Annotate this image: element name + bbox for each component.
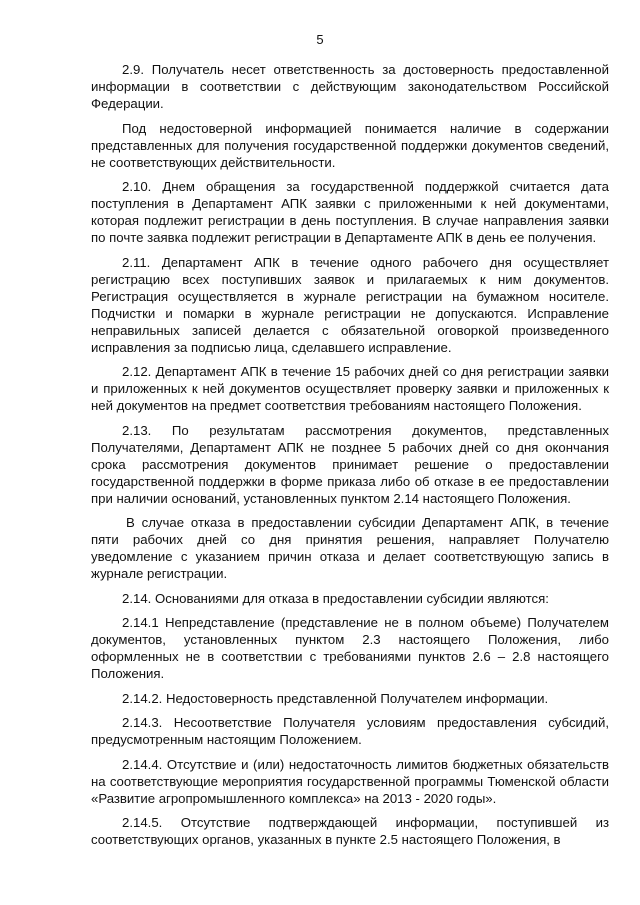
- paragraph-2-14-2: 2.14.2. Недостоверность представленной Получателем информации.: [122, 690, 549, 706]
- paragraph-refusal-notice: В случае отказа в предоставлении субсидии Департамент АПК, в течение пяти рабочих дней со дня принятия решения, направляет Получателю уведомление с указанием причин отказа и делает соответствующую запись в журнале регистрации.: [91, 515, 609, 581]
- paragraph-2-10: 2.10. Днем обращения за государственной поддержкой считается дата поступления в Департамент АПК заявки с приложенными к ней документами, которая подлежит регистрации в день поступления. В случае направления заявки по почте заявка подлежит регистрации в Департаменте АПК в день ее получения.: [91, 179, 609, 245]
- paragraph-definition: Под недостоверной информацией понимается наличие в содержании представленных для получения государственной поддержки документов сведений, не соответствующих действительности.: [91, 120, 609, 170]
- paragraph-2-9: 2.9. Получатель несет ответственность за достоверность предоставленной информации в соответствии с действующим законодательством Российской Федерации.: [91, 62, 609, 111]
- document-body: [91, 61, 609, 856]
- paragraph-2-14-4: 2.14.4. Отсутствие и (или) недостаточность лимитов бюджетных обязательств на соответствующие мероприятия государственной программы Тюменской области «Развитие агропромышленного комплекса» на 2013 - 2020 годы».: [91, 756, 609, 806]
- paragraph-2-14: 2.14. Основаниями для отказа в предоставлении субсидии являются:: [122, 590, 549, 606]
- paragraph-2-14-3: 2.14.3. Несоответствие Получателя условиям предоставления субсидий, предусмотренным настоящим Положением.: [91, 715, 609, 747]
- page-number: 5: [316, 32, 324, 47]
- paragraph-2-12: 2.12. Департамент АПК в течение 15 рабочих дней со дня регистрации заявки и приложенных к ней документов осуществляет проверку заявки и приложенных к ней документов на предмет соответствия требованиям настоящего Положения.: [91, 364, 609, 413]
- paragraph-2-11: 2.11. Департамент АПК в течение одного рабочего дня осуществляет регистрацию всех поступивших заявок и прилагаемых к ним документов. Регистрация осуществляется в журнале регистрации на бумажном носителе. Подчистки и помарки в журнале регистрации не допускаются. Исправление неправильных записей делается с обязательной оговоркой произведенного исправления за подписью лица, сделавшего исправление.: [91, 254, 609, 355]
- paragraph-2-14-5: 2.14.5. Отсутствие подтверждающей информации, поступившей из соответствующих органов, указанных в пункте 2.5 настоящего Положения, в: [91, 815, 609, 847]
- paragraph-2-13: 2.13. По результатам рассмотрения документов, представленных Получателями, Департамент АПК не позднее 5 рабочих дней со дня окончания срока рассмотрения документов принимает решение о предоставлении государственной поддержки в форме приказа либо об отказе в ее предоставлении при наличии оснований, установленных пунктом 2.14 настоящего Положения.: [91, 422, 609, 506]
- paragraph-2-14-1: 2.14.1 Непредставление (представление не в полном объеме) Получателем документов, установленных пунктом 2.3 настоящего Положения, либо оформленных не в соответствии с требованиями пунктов 2.6 – 2.8 настоящего Положения.: [91, 615, 609, 681]
